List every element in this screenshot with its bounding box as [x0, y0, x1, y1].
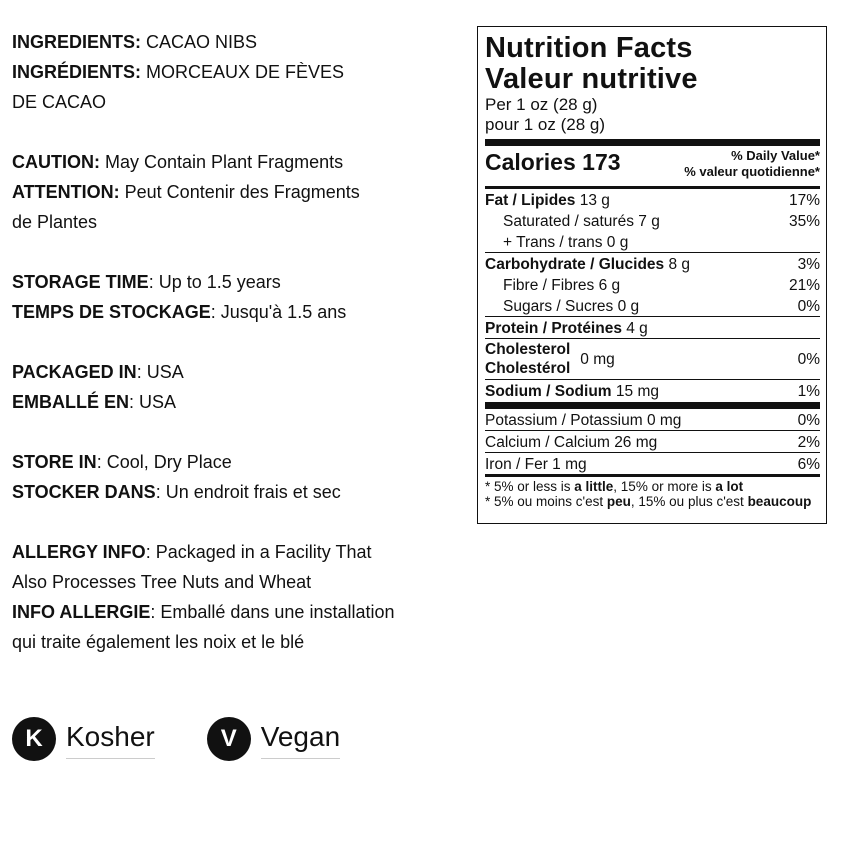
iron-row: Iron / Fer 1 mg 6%	[485, 456, 820, 473]
sugars-row: Sugars / Sucres 0 g 0%	[503, 298, 820, 315]
footnote: * 5% or less is a little, 15% or more is a lot * 5% ou moins c'est peu, 15% ou plus c'est beaucoup	[485, 479, 812, 509]
kosher-badge: K Kosher	[12, 717, 155, 761]
ingredients-en: INGREDIENTS: CACAO NIBS	[12, 32, 258, 52]
packaged-in-en: PACKAGED IN: USA	[12, 362, 184, 382]
potassium-row: Potassium / Potassium 0 mg 0%	[485, 412, 820, 429]
vegan-icon: V	[207, 717, 251, 761]
nutrition-title-en: Nutrition Facts	[485, 32, 693, 64]
trans-row: + Trans / trans 0 g	[503, 234, 629, 251]
allergy-en-cont: Also Processes Tree Nuts and Wheat	[12, 572, 312, 592]
storage-time-fr: TEMPS DE STOCKAGE: Jusqu'à 1.5 ans	[12, 302, 347, 322]
allergy-en: ALLERGY INFO: Packaged in a Facility That	[12, 542, 372, 562]
serving-en: Per 1 oz (28 g)	[485, 95, 598, 114]
vegan-badge: V Vegan	[207, 717, 340, 761]
kosher-icon: K	[12, 717, 56, 761]
allergy-fr-cont: qui traite également les noix et le blé	[12, 632, 305, 652]
cholesterol-row: Cholesterol Cholestérol 0 mg 0%	[485, 341, 820, 377]
protein-row: Protein / Protéines 4 g	[485, 320, 648, 337]
caution-fr-cont: de Plantes	[12, 212, 98, 232]
allergy-fr: INFO ALLERGIE: Emballé dans une installation	[12, 602, 395, 622]
caution-fr: ATTENTION: Peut Contenir des Fragments	[12, 182, 360, 202]
store-in-fr: STOCKER DANS: Un endroit frais et sec	[12, 482, 341, 502]
serving-fr: pour 1 oz (28 g)	[485, 115, 606, 134]
caution-en: CAUTION: May Contain Plant Fragments	[12, 152, 344, 172]
certification-badges	[12, 717, 340, 761]
product-info	[12, 27, 472, 657]
nutrition-facts-table	[477, 26, 827, 524]
fibre-row: Fibre / Fibres 6 g 21%	[503, 277, 820, 294]
saturated-row: Saturated / saturés 7 g 35%	[503, 213, 820, 230]
carb-row: Carbohydrate / Glucides 8 g 3%	[485, 256, 820, 273]
packaged-in-fr: EMBALLÉ EN: USA	[12, 392, 177, 412]
store-in-en: STORE IN: Cool, Dry Place	[12, 452, 232, 472]
calories-row: Calories 173 % Daily Value* % valeur quotidienne*	[485, 148, 820, 179]
storage-time-en: STORAGE TIME: Up to 1.5 years	[12, 272, 281, 292]
fat-row: Fat / Lipides 13 g 17%	[485, 192, 820, 209]
ingredients-fr-cont: DE CACAO	[12, 92, 107, 112]
nutrition-title-fr: Valeur nutritive	[485, 63, 698, 95]
sodium-row: Sodium / Sodium 15 mg 1%	[485, 383, 820, 400]
ingredients-fr: INGRÉDIENTS: MORCEAUX DE FÈVES	[12, 62, 345, 82]
calcium-row: Calcium / Calcium 26 mg 2%	[485, 434, 820, 451]
